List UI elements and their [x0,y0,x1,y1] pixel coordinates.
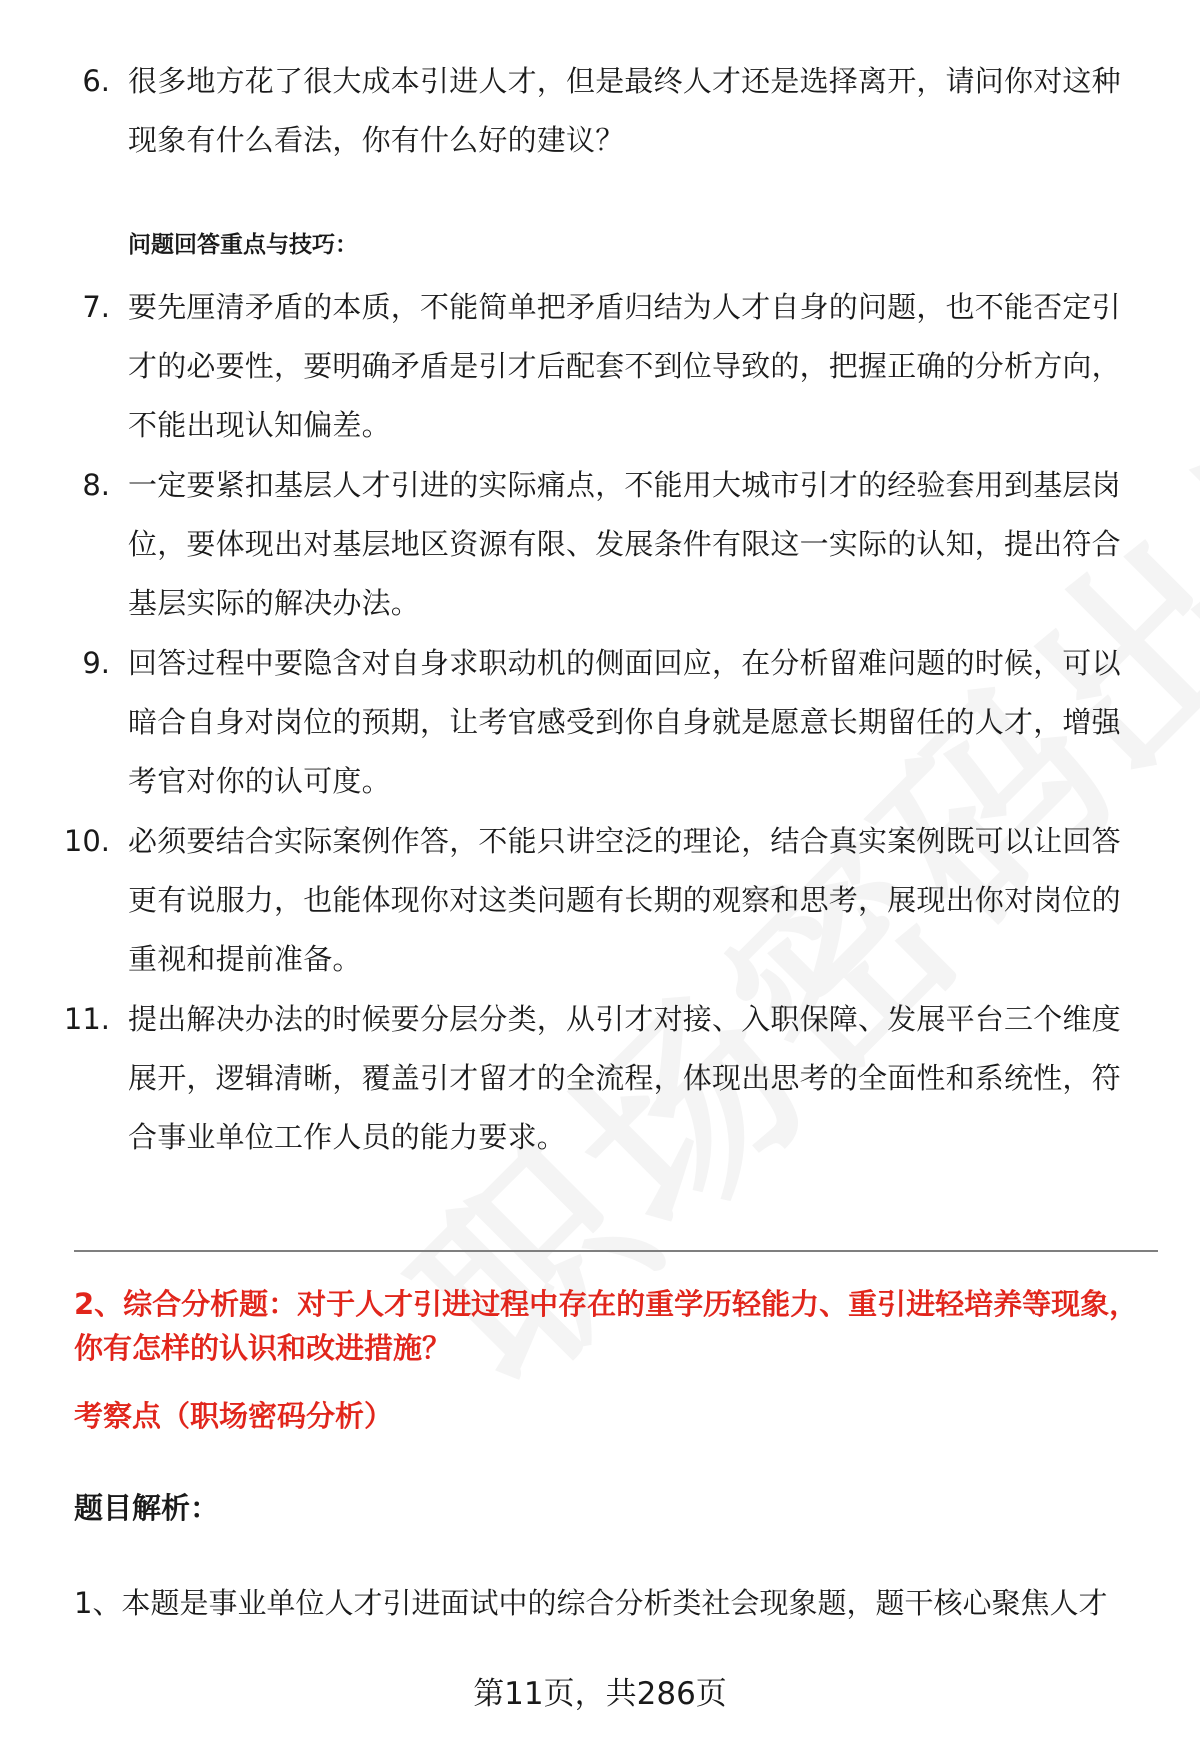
item-number: 11. [63,1002,110,1036]
item-text: 很多地方花了很大成本引进人才，但是最终人才还是选择离开，请问你对这种现象有什么看法，你有什么好的建议？ [128,64,1121,157]
item-number: 9. [82,646,110,680]
analysis-heading: 题目解析： [74,1491,220,1525]
item-text: 要先厘清矛盾的本质，不能简单把矛盾归结为人才自身的问题，也不能否定引才的必要性，要明确矛盾是引才后配套不到位导致的，把握正确的分析方向，不能出现认知偏差。 [128,290,1121,442]
kaochadian-heading: 考察点（职场密码分析） [74,1399,394,1433]
answer-tips-heading: 问题回答重点与技巧： [128,232,358,258]
section-divider [74,1250,1158,1252]
section-2-title: 2、综合分析题：对于人才引进过程中存在的重学历轻能力、重引进轻培养等现象，你有怎样的认识和改进措施？ [74,1287,1139,1365]
analysis-paragraph-1: 1、本题是事业单位人才引进面试中的综合分析类社会现象题，题干核心聚焦人才 [74,1586,1108,1620]
item-number: 6. [82,64,110,98]
item-text: 一定要紧扣基层人才引进的实际痛点，不能用大城市引才的经验套用到基层岗位，要体现出对基层地区资源有限、发展条件有限这一实际的认知，提出符合基层实际的解决办法。 [128,468,1121,620]
item-text: 回答过程中要隐含对自身求职动机的侧面回应，在分析留难问题的时候，可以暗合自身对岗位的预期，让考官感受到你自身就是愿意长期留任的人才，增强考官对你的认可度。 [128,646,1121,798]
page-footer: 第11页，共286页 [473,1676,727,1712]
item-text: 必须要结合实际案例作答，不能只讲空泛的理论，结合真实案例既可以让回答更有说服力，也能体现你对这类问题有长期的观察和思考，展现出你对岗位的重视和提前准备。 [128,824,1121,976]
item-number: 7. [82,290,110,324]
item-number: 10. [63,824,110,858]
item-number: 8. [82,468,110,502]
item-text: 提出解决办法的时候要分层分类，从引才对接、入职保障、发展平台三个维度展开，逻辑清晰，覆盖引才留才的全流程，体现出思考的全面性和系统性，符合事业单位工作人员的能力要求。 [128,1002,1121,1154]
